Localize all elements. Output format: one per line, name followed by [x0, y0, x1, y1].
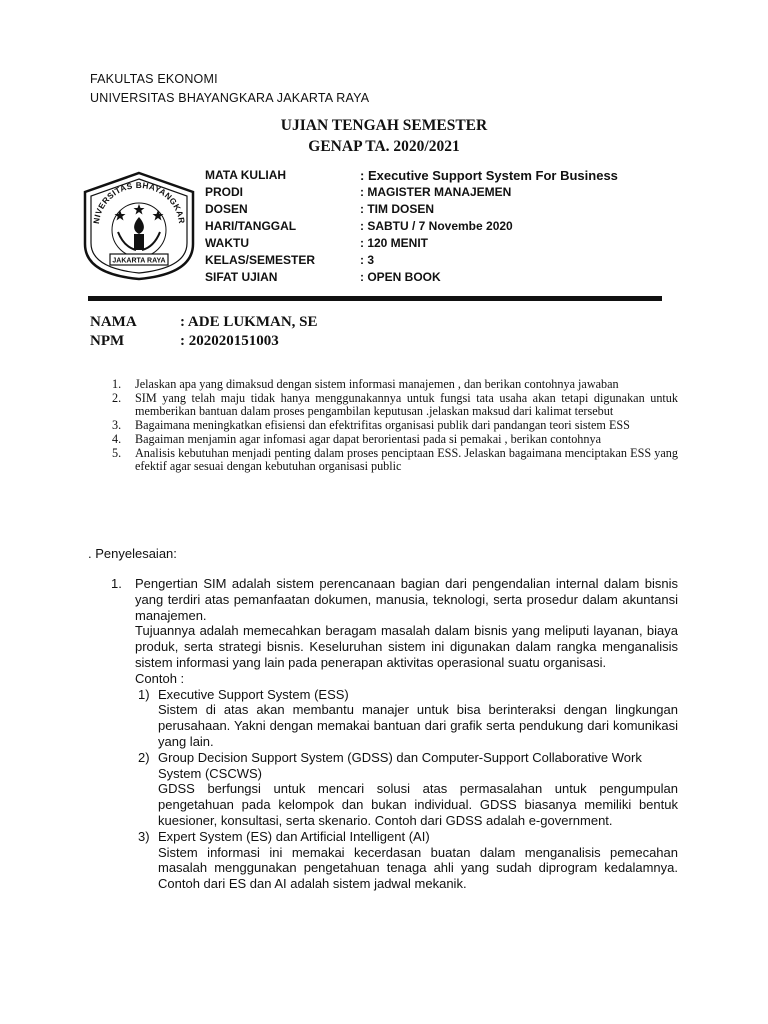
question-text: Bagaiman menjamin agar infomasi agar dapat berorientasi pada si pemakai , berikan contohnya: [135, 431, 601, 446]
question-text: Jelaskan apa yang dimaksud dengan sistem informasi manajemen , dan berikan contohnya jawaban: [135, 377, 619, 391]
info-label: WAKTU: [205, 236, 249, 250]
question-number: 1.: [112, 377, 122, 391]
info-value: : 3: [360, 253, 375, 267]
example-number: 3): [138, 828, 150, 844]
question-number: 4.: [112, 431, 122, 446]
info-value: : 120 MENIT: [360, 236, 429, 250]
answer-item: [113, 576, 678, 892]
question-list: [108, 378, 678, 474]
logo-bottom-text: JAKARTA RAYA: [112, 257, 166, 265]
info-label: HARI/TANGGAL: [205, 219, 297, 233]
info-value: : SABTU / 7 Novembe 2020: [360, 219, 513, 233]
example-title-text: Group Decision Support System (GDSS) dan Computer-Support Collaborative Work System (CSCWS): [158, 749, 642, 781]
answer-paragraph: Pengertian SIM adalah sistem perencanaan bagian dari pengendalian internal dalam bisnis yang terdiri atas pemanfaatan dokumen, manusia, teknologi, serta prosedur dalam akuntansi manajemen.: [135, 576, 678, 623]
info-label: PRODI: [205, 185, 244, 199]
question-text: SIM yang telah maju tidak hanya menggunakannya untuk fungsi tata usaha akan tetapi digunakan untuk memberikan bantuan dalam proses pengambilan keputusan .jelaskan maksud dari kalimat tersebut: [135, 391, 678, 418]
example-body: Sistem informasi ini memakai kecerdasan buatan dalam menganalisis pemecahan masalah menggunakan pengetahuan tenaga ahli yang sudah diprogram kedalamnya. Contoh dari ES dan AI adalah sistem jadwal mekanik.: [158, 844, 678, 892]
question-text: Analisis kebutuhan menjadi penting dalam proses penciptaan ESS. Jelaskan bagaimana menciptakan ESS yang efektif agar sesuai dengan kebutuhan organisasi public: [135, 445, 678, 473]
university-logo: [80, 170, 198, 282]
example-body: Sistem di atas akan membantu manajer untuk bisa berinteraksi dengan lingkungan perusahaan. Yakni dengan memakai bantuan dari grafik serta pendukung dari komunikasi yang lain.: [158, 702, 678, 749]
student-name-label: NAMA: [90, 314, 137, 330]
question-item: [108, 392, 678, 417]
info-label: DOSEN: [205, 202, 248, 216]
faculty-name: FAKULTAS EKONOMI: [90, 72, 218, 86]
example-number: 1): [138, 686, 150, 702]
question-item: [108, 378, 678, 391]
student-npm-label: NPM: [90, 333, 125, 349]
student-name-row: [90, 314, 390, 334]
question-item: [108, 433, 678, 446]
answer-number: 1.: [111, 576, 122, 591]
info-label: SIFAT UJIAN: [205, 270, 278, 284]
student-npm-value: : 202020151003: [180, 333, 279, 349]
example-title: [113, 750, 678, 782]
exam-title: UJIAN TENGAH SEMESTER: [280, 117, 488, 134]
info-label: KELAS/SEMESTER: [205, 253, 316, 267]
info-label: MATA KULIAH: [205, 168, 287, 182]
info-value: : TIM DOSEN: [360, 202, 434, 216]
logo-top-text: NIVERSITAS BHAYANGKAR: [90, 179, 188, 225]
question-item: [108, 447, 678, 472]
info-value: : MAGISTER MANAJEMEN: [360, 185, 512, 199]
student-npm-row: [90, 333, 390, 353]
info-value: : Executive Support System For Business: [360, 168, 618, 183]
university-name: UNIVERSITAS BHAYANGKARA JAKARTA RAYA: [90, 91, 370, 105]
question-text: Bagaimana meningkatkan efisiensi dan efektrifitas organisasi publik dari pandangan teori sistem ESS: [135, 417, 630, 432]
info-value: : OPEN BOOK: [360, 270, 441, 284]
example-title-text: Executive Support System (ESS): [158, 686, 349, 702]
example-number: 2): [138, 749, 150, 765]
answer-section: [113, 576, 678, 892]
example-title: [113, 829, 678, 845]
example-label: Contoh :: [135, 670, 185, 686]
example-body: GDSS berfungsi untuk mencari solusi atas permasalahan untuk pengumpulan pengetahuan pada kelompok dan bukan individual. GDSS biasanya memiliki bentuk kuesioner, konsultasi, serta skenario. Contoh dari GDSS adalah e-government.: [158, 781, 678, 828]
question-number: 3.: [112, 417, 122, 432]
example-title-text: Expert System (ES) dan Artificial Intelligent (AI): [158, 828, 430, 844]
exam-period: GENAP TA. 2020/2021: [308, 138, 460, 155]
question-number: 2.: [112, 391, 122, 406]
header-divider: [88, 296, 662, 301]
student-name-value: : ADE LUKMAN, SE: [180, 314, 318, 330]
question-number: 5.: [112, 445, 122, 460]
solution-heading: . Penyelesaian:: [88, 546, 177, 561]
answer-paragraph: Tujuannya adalah memecahkan beragam masalah dalam bisnis yang meliputi layanan, biaya produk, serta strategi bisnis. Keseluruhan sistem ini digunakan dalam rangka menganalisis sistem informasi yang lain pada penerapan aktivitas operasional suatu organisasi.: [135, 623, 678, 670]
example-title: [113, 687, 678, 703]
question-item: [108, 419, 678, 432]
